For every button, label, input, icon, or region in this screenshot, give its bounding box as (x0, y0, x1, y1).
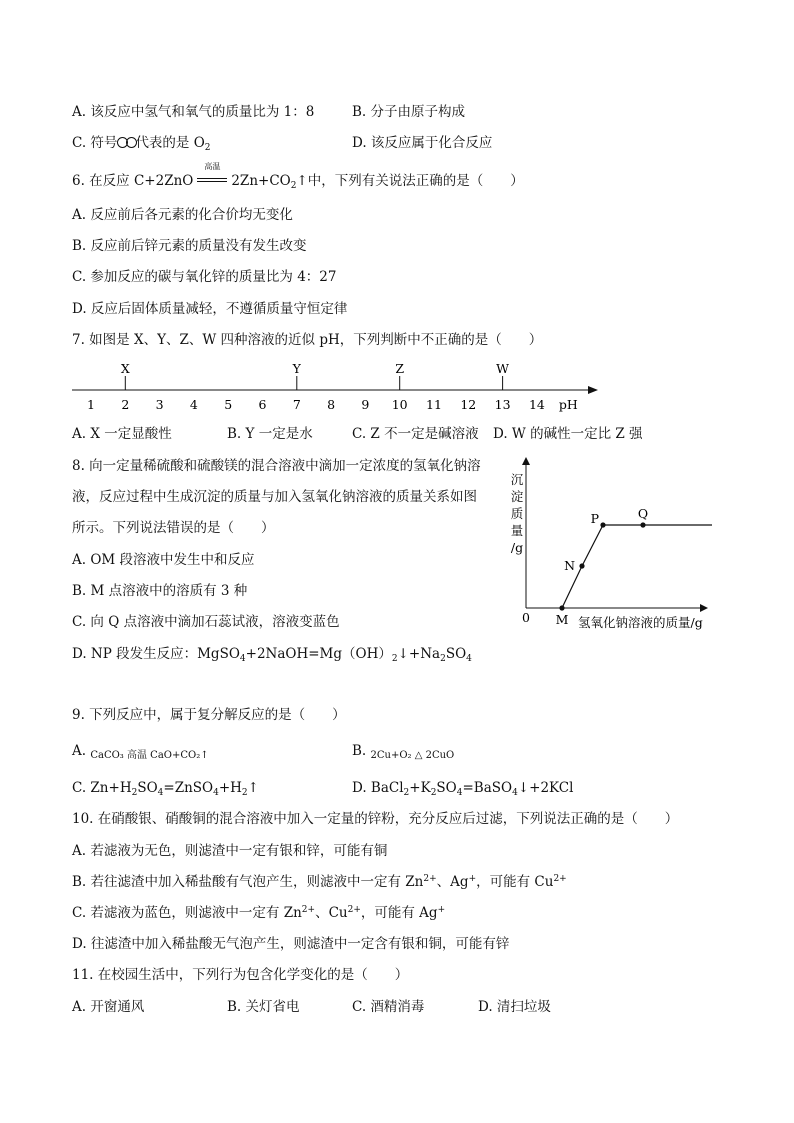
precipitate-mass-graph (500, 455, 730, 635)
origin-label: 0 (522, 610, 530, 625)
q7-option-a: A. X 一定显酸性 (72, 426, 172, 442)
q9-option-d: D. $BaCl_2+K_2SO_4=BaSO_4↓+2KCl$ (352, 780, 574, 798)
marker-label: W (496, 361, 510, 376)
q6-option-b: B. 反应前后锌元素的质量没有发生改变 (72, 238, 307, 254)
y-axis-label-char: 沉 (510, 472, 524, 487)
tick-label: 8 (327, 397, 336, 412)
marker-label: Y (292, 361, 301, 376)
ph-number-line (60, 355, 620, 413)
tick-label: 3 (155, 397, 164, 412)
q5-option-a: A. 该反应中氢气和氧气的质量比为 1：8 (72, 104, 315, 120)
q6-option-a: A. 反应前后各元素的化合价均无变化 (72, 207, 293, 223)
point-label: P (590, 511, 599, 526)
q8-option-a: A. OM 段溶液中发生中和反应 (72, 552, 255, 568)
point-marker (579, 563, 584, 568)
q7-stem: 7. 如图是 X、Y、Z、W 四种溶液的近似 pH，下列判断中不正确的是（ ） (72, 332, 543, 348)
point-label: N (564, 558, 575, 573)
q11-option-d: D. 清扫垃圾 (478, 999, 551, 1015)
q9-option-a: A. CaCO₃ 高温 CaO+CO₂↑ (72, 742, 209, 765)
y-axis-label-char: 质 (510, 506, 524, 521)
x-axis-label: 氢氧化钠溶液的质量/g (578, 615, 703, 630)
axis-arrow-icon (588, 386, 598, 394)
q8-option-b: B. M 点溶液中的溶质有 3 种 (72, 583, 248, 599)
q5-option-d: D. 该反应属于化合反应 (352, 135, 493, 151)
q5-option-c: C. 符号 代表的是 $O_2$ (72, 135, 211, 153)
q10-option-d: D. 往滤渣中加入稀盐酸无气泡产生，则滤渣中一定含有银和铜，可能有锌 (72, 936, 510, 952)
tick-label: 9 (361, 397, 370, 412)
q11-stem: 11. 在校园生活中，下列行为包含化学变化的是（ ） (72, 967, 409, 983)
y-axis-arrow-icon (522, 457, 530, 465)
q11-option-c: C. 酒精消毒 (352, 999, 425, 1015)
q10-option-a: A. 若滤液为无色，则滤渣中一定有银和锌，可能有铜 (72, 843, 388, 859)
tick-label: 7 (292, 397, 301, 412)
q11-option-b: B. 关灯省电 (227, 999, 300, 1015)
q6-option-d: D. 反应后固体质量减轻，不遵循质量守恒定律 (72, 301, 348, 317)
point-marker (640, 522, 645, 527)
q9-option-b: B. 2Cu+O₂ △ 2CuO (352, 742, 454, 765)
equation-image-b: 2Cu+O₂ △ 2CuO (370, 750, 455, 761)
q8-stem-line-1: 8. 向一定量稀硫酸和硫酸镁的混合溶液中滴加一定浓度的氢氧化钠溶 (72, 458, 481, 474)
point-marker (559, 605, 564, 610)
q8-option-c: C. 向 Q 点溶液中滴加石蕊试液，溶液变蓝色 (72, 614, 340, 630)
marker-label: X (120, 361, 130, 376)
q8-option-d: D. NP 段发生反应：$MgSO_4+2NaOH=Mg(OH)_2↓+Na_2SO_4$ (72, 646, 472, 664)
q10-option-b: B. 若往滤渣中加入稀盐酸有气泡产生，则滤液中一定有 $Zn^{2+}$、Ag+，可能有 $Cu^{2+}$ (72, 874, 567, 890)
reaction-condition: 高温 (195, 172, 229, 190)
y-axis-label-char: 量 (510, 523, 524, 538)
q6-stem: 6. 在反应 C+2ZnO 高温 $2Zn+CO_2↑$中，下列有关说法正确的是（ ） (72, 162, 524, 191)
marker-label: Z (395, 361, 405, 376)
q7-option-c: C. Z 不一定是碱溶液 (352, 426, 479, 442)
x-axis-arrow-icon (700, 604, 708, 612)
axis-unit: pH (558, 397, 578, 412)
q10-option-c: C. 若滤液为蓝色，则滤液中一定有 $Zn^{2+}$、$Cu^{2+}$，可能有 Ag+ (72, 905, 446, 921)
point-label: Q (637, 506, 649, 521)
point-label: M (555, 612, 569, 627)
point-marker (600, 522, 605, 527)
q9-option-c: C. $Zn+H_2SO_4=ZnSO_4+H_2↑$ (72, 780, 259, 798)
q6-option-c: C. 参加反应的碳与氧化锌的质量比为 4：27 (72, 269, 337, 285)
q7-option-d: D. W 的碱性一定比 Z 强 (493, 426, 643, 442)
tick-label: 1 (87, 397, 95, 412)
tick-label: 10 (391, 397, 408, 412)
tick-label: 2 (121, 397, 130, 412)
q9-stem: 9. 下列反应中，属于复分解反应的是（ ） (72, 707, 346, 723)
tick-label: 13 (494, 397, 511, 412)
tick-label: 5 (224, 397, 233, 412)
q10-stem: 10. 在硝酸银、硝酸铜的混合溶液中加入一定量的锌粉，充分反应后过滤，下列说法正确的是（ ） (72, 811, 679, 827)
equation-image-a: CaCO₃ 高温 CaO+CO₂↑ (90, 750, 209, 761)
tick-label: 12 (460, 397, 477, 412)
tick-label: 14 (528, 397, 545, 412)
q7-option-b: B. Y 一定是水 (227, 426, 313, 442)
q5-option-b: B. 分子由原子构成 (352, 104, 466, 120)
tick-label: 6 (258, 397, 267, 412)
q11-option-a: A. 开窗通风 (72, 999, 145, 1015)
tick-label: 11 (426, 397, 442, 412)
q8-stem-line-2: 液，反应过程中生成沉淀的质量与加入氢氧化钠溶液的质量关系如图 (72, 489, 477, 505)
tick-label: 4 (189, 397, 198, 412)
y-axis-label-char: 淀 (510, 489, 524, 504)
y-axis-label-char: /g (510, 540, 524, 555)
q8-stem-line-3: 所示。下列说法错误的是（ ） (72, 520, 275, 536)
